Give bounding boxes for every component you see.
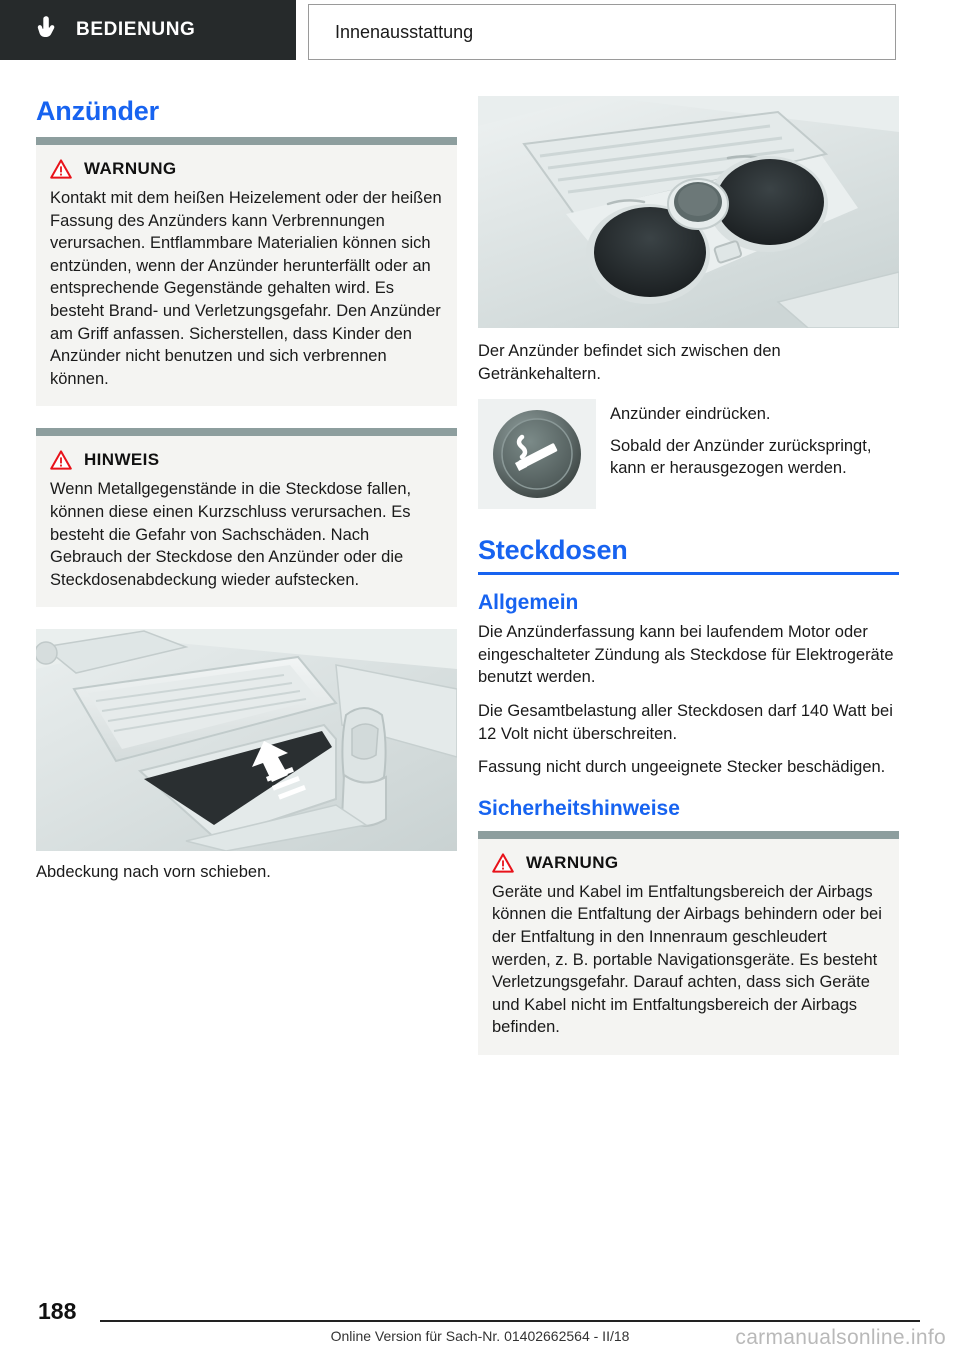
pointing-hand-icon <box>36 15 60 45</box>
callout-header <box>50 159 443 179</box>
warning-callout-anzuender <box>36 137 457 406</box>
warning-triangle-icon <box>492 853 514 873</box>
step-line-1: Anzünder eindrücken. <box>610 405 771 424</box>
general-paragraph-3: Fassung nicht durch ungeeignete Stecker beschädigen. <box>478 758 886 777</box>
callout-title: HINWEIS <box>84 450 160 470</box>
section-tab-label: Innenausstattung <box>335 21 474 42</box>
callout-body: Geräte und Kabel im Entfaltungsbereich der Airbags können die Entfaltung der Airbags behindern oder bei der Entfaltung in den Innenraum geschleudert werden, z. B. portable Navigationsgeräte. Es besteht Verletzungsgefahr. Darauf achten, dass sich Geräte und Kabel nicht im Entfaltungsbereich der Airbags befinden. <box>492 882 882 1037</box>
lighter-step-text <box>610 399 899 489</box>
figure-caption: Abdeckung nach vorn schieben. <box>36 863 271 882</box>
page-number: 188 <box>38 1298 77 1324</box>
callout-body: Kontakt mit dem heißen Heizelement oder der heißen Fassung des Anzünders kann Verbrennungen verursachen. Entflammbare Materialien können sich entzünden, wenn der Anzünder herunterfällt oder an entsprechende Gegenstände gehalten wird. Es besteht Brand- und Verletzungsgefahr. Den Anzünder am Griff anfassen. Sicherstellen, dass Kinder den Anzünder nicht benutzen und sich verbrennen können. <box>50 189 442 388</box>
callout-header <box>50 450 443 470</box>
subheading-sicherheitshinweise: Sicherheitshinweise <box>478 796 680 820</box>
callout-title: WARNUNG <box>526 852 619 872</box>
footer-online-version-text: Online Version für Sach-Nr. 01402662564 - II/18 <box>330 1328 630 1344</box>
chapter-tab[interactable] <box>0 0 296 60</box>
general-paragraph-1: Die Anzünderfassung kann bei laufendem Motor oder eingeschalteter Zündung als Steckdose für Elektrogeräte benutzt werden. <box>478 623 894 687</box>
footer-divider <box>100 1320 920 1322</box>
center-console-cover-illustration <box>36 629 457 851</box>
page-title-anzuender: Anzünder <box>36 96 159 126</box>
page-header <box>0 0 960 64</box>
section-tab[interactable] <box>308 4 896 60</box>
right-column <box>478 96 899 1077</box>
step-line-2: Sobald der Anzünder zurückspringt, kann er herausgezogen werden. <box>610 436 872 478</box>
section-title-steckdosen: Steckdosen <box>478 535 899 575</box>
watermark: carmanualsonline.info <box>735 1326 946 1349</box>
callout-title: WARNUNG <box>84 159 177 178</box>
warning-triangle-icon <box>50 450 72 470</box>
callout-header <box>492 853 885 873</box>
warning-triangle-icon <box>50 159 72 179</box>
subheading-allgemein: Allgemein <box>478 591 579 615</box>
page-footer <box>0 1288 960 1362</box>
cup-holders-with-lighter-illustration <box>478 96 899 328</box>
callout-body: Wenn Metallgegenstände in die Steckdose fallen, können diese einen Kurzschluss verursachen. Es besteht die Gefahr von Sachschäden. Nach Gebrauch der Steckdose den Anzünder oder die Steckdosenabdeckung wieder aufstecken. <box>50 480 412 589</box>
cigarette-lighter-button-icon <box>478 399 596 509</box>
general-paragraph-2: Die Gesamtbelastung aller Steckdosen darf 140 Watt bei 12 Volt nicht überschreiten. <box>478 701 893 743</box>
chapter-tab-label: BEDIENUNG <box>76 19 196 40</box>
warning-callout-airbags <box>478 831 899 1055</box>
left-column <box>36 96 457 884</box>
notice-callout-steckdose <box>36 428 457 607</box>
intro-paragraph: Der Anzünder befindet sich zwischen den Getränkehaltern. <box>478 342 781 383</box>
lighter-step-row <box>478 399 899 509</box>
